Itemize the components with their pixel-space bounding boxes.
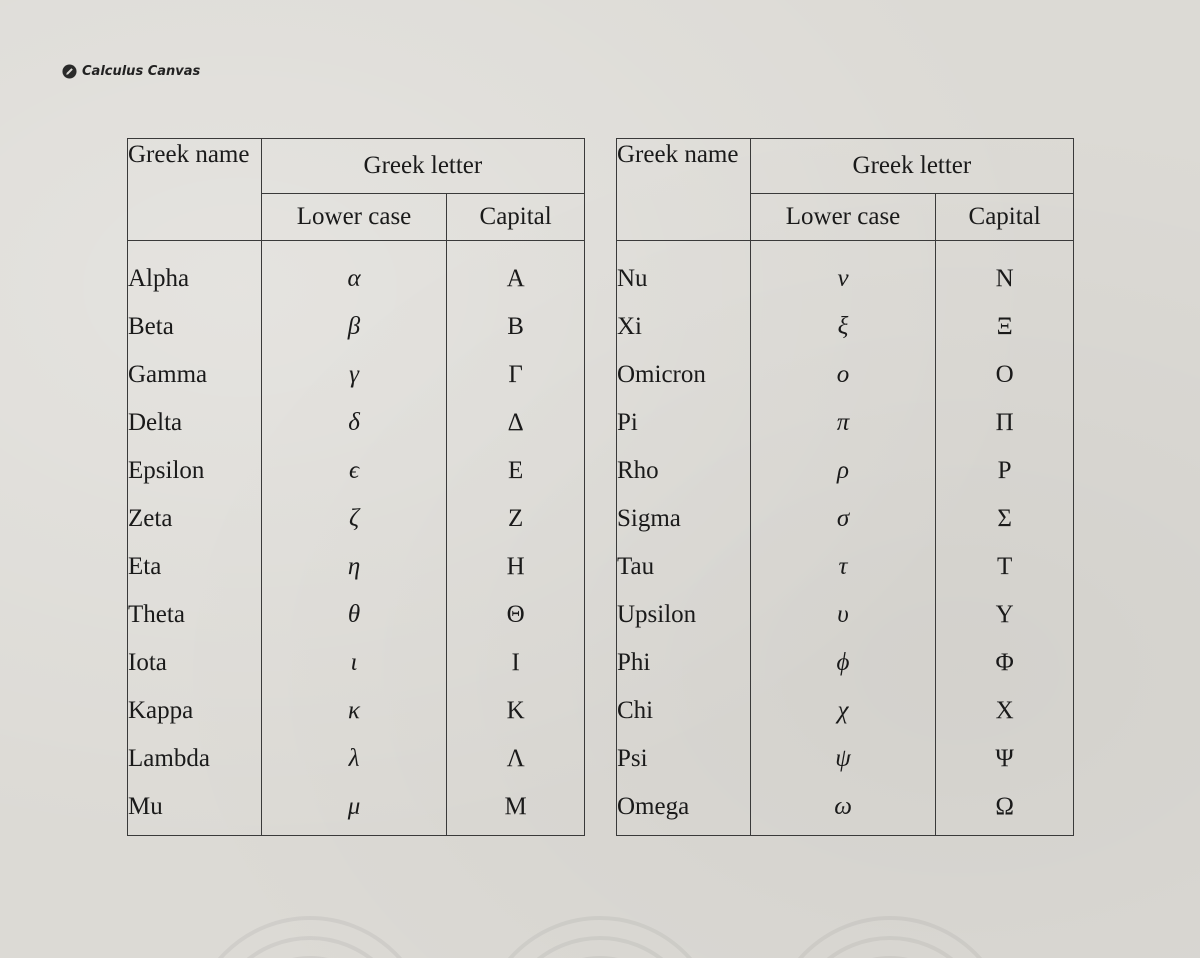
capital-cell: Ψ [936, 735, 1074, 783]
table-row [128, 241, 585, 304]
capital-cell: Υ [936, 591, 1074, 639]
lower-case-cell: σ [750, 495, 935, 543]
greek-name-cell: Beta [128, 303, 262, 351]
header-lower-case: Lower case [750, 194, 935, 241]
lower-case-cell: ν [750, 241, 935, 304]
greek-name-cell: Psi [617, 735, 751, 783]
capital-cell: Λ [447, 735, 585, 783]
table-body [128, 241, 585, 836]
greek-name-cell: Epsilon [128, 447, 262, 495]
header-lower-case: Lower case [261, 194, 446, 241]
greek-name-cell: Eta [128, 543, 262, 591]
header-greek-name: Greek name [617, 139, 751, 241]
header-greek-letter: Greek letter [750, 139, 1073, 194]
table-row [128, 591, 585, 639]
capital-cell: Θ [447, 591, 585, 639]
table-row [617, 591, 1074, 639]
capital-cell: Κ [447, 687, 585, 735]
greek-name-cell: Pi [617, 399, 751, 447]
greek-name-cell: Xi [617, 303, 751, 351]
header-capital: Capital [936, 194, 1074, 241]
table-row [128, 495, 585, 543]
greek-name-cell: Kappa [128, 687, 262, 735]
table-row [128, 303, 585, 351]
greek-name-cell: Upsilon [617, 591, 751, 639]
greek-name-cell: Theta [128, 591, 262, 639]
greek-name-cell: Delta [128, 399, 262, 447]
table-row [617, 303, 1074, 351]
table-row [617, 495, 1074, 543]
table-row [128, 687, 585, 735]
table-row [128, 639, 585, 687]
lower-case-cell: τ [750, 543, 935, 591]
greek-name-cell: Rho [617, 447, 751, 495]
lower-case-cell: η [261, 543, 446, 591]
lower-case-cell: ι [261, 639, 446, 687]
brand-name: Calculus Canvas [82, 64, 201, 79]
capital-cell: Ζ [447, 495, 585, 543]
lower-case-cell: ψ [750, 735, 935, 783]
greek-name-cell: Phi [617, 639, 751, 687]
capital-cell: Α [447, 241, 585, 304]
greek-table-left [127, 138, 585, 836]
greek-name-cell: Mu [128, 783, 262, 836]
greek-name-cell: Tau [617, 543, 751, 591]
table-row [617, 783, 1074, 836]
capital-cell: Ξ [936, 303, 1074, 351]
lower-case-cell: ζ [261, 495, 446, 543]
table-row [617, 735, 1074, 783]
capital-cell: Δ [447, 399, 585, 447]
lower-case-cell: ω [750, 783, 935, 836]
header-capital: Capital [447, 194, 585, 241]
capital-cell: Ε [447, 447, 585, 495]
lower-case-cell: κ [261, 687, 446, 735]
capital-cell: Η [447, 543, 585, 591]
capital-cell: Τ [936, 543, 1074, 591]
table-row [617, 351, 1074, 399]
lower-case-cell: ξ [750, 303, 935, 351]
capital-cell: Ν [936, 241, 1074, 304]
table-row [128, 783, 585, 836]
greek-name-cell: Zeta [128, 495, 262, 543]
lower-case-cell: ϕ [750, 639, 935, 687]
lower-case-cell: δ [261, 399, 446, 447]
lower-case-cell: ϵ [261, 447, 446, 495]
table-row [617, 447, 1074, 495]
greek-name-cell: Chi [617, 687, 751, 735]
lower-case-cell: μ [261, 783, 446, 836]
table-row [617, 687, 1074, 735]
pencil-circle-icon [62, 64, 77, 79]
lower-case-cell: ο [750, 351, 935, 399]
greek-table-right [616, 138, 1074, 836]
lower-case-cell: ρ [750, 447, 935, 495]
header-greek-letter: Greek letter [261, 139, 584, 194]
table-body [617, 241, 1074, 836]
table-row [617, 543, 1074, 591]
capital-cell: Ο [936, 351, 1074, 399]
lower-case-cell: γ [261, 351, 446, 399]
header-greek-name: Greek name [128, 139, 262, 241]
capital-cell: Χ [936, 687, 1074, 735]
greek-name-cell: Iota [128, 639, 262, 687]
greek-name-cell: Gamma [128, 351, 262, 399]
capital-cell: Ι [447, 639, 585, 687]
lower-case-cell: λ [261, 735, 446, 783]
lower-case-cell: β [261, 303, 446, 351]
table-row [617, 241, 1074, 304]
background-arc-pattern [0, 838, 1200, 958]
table-row [617, 399, 1074, 447]
lower-case-cell: α [261, 241, 446, 304]
greek-name-cell: Omicron [617, 351, 751, 399]
lower-case-cell: θ [261, 591, 446, 639]
capital-cell: Ω [936, 783, 1074, 836]
capital-cell: Ρ [936, 447, 1074, 495]
capital-cell: Φ [936, 639, 1074, 687]
table-row [128, 447, 585, 495]
capital-cell: Γ [447, 351, 585, 399]
greek-name-cell: Sigma [617, 495, 751, 543]
capital-cell: Π [936, 399, 1074, 447]
lower-case-cell: π [750, 399, 935, 447]
brand-logo [62, 64, 200, 79]
capital-cell: Μ [447, 783, 585, 836]
greek-name-cell: Lambda [128, 735, 262, 783]
capital-cell: Σ [936, 495, 1074, 543]
table-row [128, 735, 585, 783]
table-row [128, 399, 585, 447]
lower-case-cell: υ [750, 591, 935, 639]
table-row [128, 351, 585, 399]
table-row [128, 543, 585, 591]
greek-name-cell: Alpha [128, 241, 262, 304]
greek-name-cell: Omega [617, 783, 751, 836]
greek-name-cell: Nu [617, 241, 751, 304]
table-row [617, 639, 1074, 687]
lower-case-cell: χ [750, 687, 935, 735]
capital-cell: Β [447, 303, 585, 351]
